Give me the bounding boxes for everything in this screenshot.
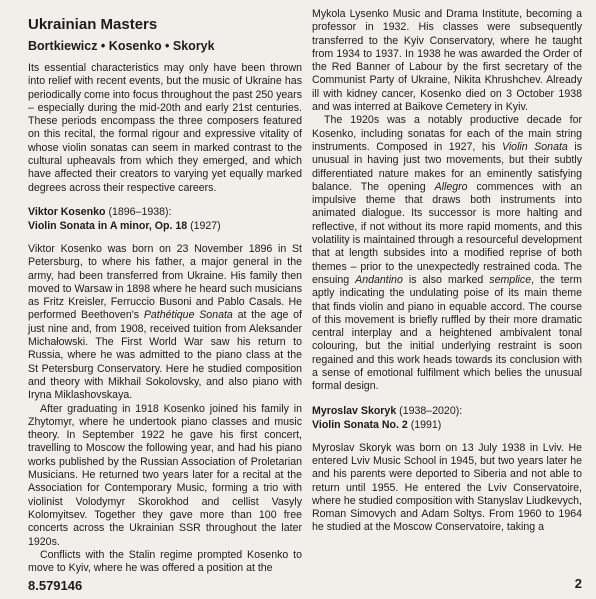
work-title: Violin Sonata in A minor, Op. 18: [28, 219, 188, 232]
catalog-number: 8.579146: [28, 578, 83, 593]
skoryk-work-heading: [312, 404, 582, 432]
composer-dates: (1938–2020):: [396, 404, 463, 417]
kosenko-paragraph-2: After graduating in 1918 Kosenko joined his family in Zhytomyr, where he undertook piano classes and music theory. In September 1922 he gave his first concert, travelling to Moscow the following year, and had his piano works published by the Russian Association of Proletarian Musicians. He returned two years later for a recital at the Association for Contemporary Music, forming a trio with violinist Volodymyr Skorokhod and cellist Vasyly Kolomyitsev. Together they gave more than 100 free concerts across the Ukrainian SSR throughout the later 1920s.: [28, 402, 302, 548]
page-title: Ukrainian Masters: [28, 16, 158, 33]
kosenko-work-heading: [28, 205, 302, 233]
work-title: Violin Sonata No. 2: [312, 418, 408, 431]
right-column: [312, 8, 582, 535]
page-number: 2: [574, 576, 582, 591]
page-subtitle: Bortkiewicz • Kosenko • Skoryk: [28, 39, 215, 53]
work-year: (1991): [407, 418, 442, 431]
composer-dates: (1896–1938):: [105, 205, 172, 218]
kosenko-sonata-paragraph: The 1920s was a notably productive decade for Kosenko, including sonatas for each of the main string instruments. Composed in 1927, his Violin Sonata is unusual in having just two movements, but their subtly differentiated nature makes for an eminently satisfying balance. The opening Allegro commences with an impulsive theme that draws both instruments into animated dialogue. Its successor is more halting and reflective, if not without its more rapid moments, and this volatility is maintained through a resourceful development that at length subsides into a modified reprise of both themes – prior to the unexpectedly restrained coda. The ensuing Andantino is also marked semplice, the term aptly indicating the undulating poise of its main theme that finds violin and piano in equable accord. The course of this movement is briefly ruffled by their more dramatic central interplay and a heightened ambivalent tonal colouring, but the initial underlying restraint is soon regained and this work heads towards its conclusion with a sense of emotional fulfilment which belies the unusual formal design.: [312, 114, 583, 393]
skoryk-paragraph-1: Myroslav Skoryk was born on 13 July 1938 in Lviv. He entered Lviv Music School in 1945, but two years later he and his parents were deported to Siberia and not able to return until 1955. He entered the Lviv Conservatoire, where he studied composition with Stanyslav Liudkevych, Roman Simovych and Adam Soltys. From 1960 to 1964 he studied at the Moscow Conservatoire, taking a: [312, 441, 582, 534]
composer-name: Viktor Kosenko: [28, 205, 106, 218]
kosenko-paragraph-4: Mykola Lysenko Music and Drama Institute, becoming a professor in 1932. His classes were subsequently transferred to the Kyiv Conservatory, where he taught from 1934 to 1937. In 1938 he was awarded the Order of the Red Banner of Labour by the first secretary of the Communist Party of Ukraine, Nikita Khrushchev. Already ill with kidney cancer, Kosenko died on 3 October 1938 and was interred at Baikove Cemetery in Kyiv.: [312, 8, 582, 114]
kosenko-paragraph-1: Viktor Kosenko was born on 23 November 1896 in St Petersburg, to where his father, a major general in the army, had been transferred from Ukraine. His family then moved to Warsaw in 1898 where he heard such musicians as Fritz Kreisler, Ferruccio Busoni and Pablo Casals. He performed Beethoven's Pathétique Sonata at the age of just nine and, from 1908, received tuition from Aleksander Michałowski. The First World War saw his return to Russia, where he was admitted to the piano class at the St Petersburg Conservatory. Here he studied composition and theory with Mikhail Sokolovsky, and also piano with Iryna Miklashovskaya.: [28, 242, 303, 402]
composer-name: Myroslav Skoryk: [312, 404, 397, 417]
intro-paragraph: Its essential characteristics may only have been thrown into relief with recent events, but the music of Ukraine has periodically come into focus throughout the past 250 years – especially during the mid-20th and early 21st centuries. These periods encompass the three composers featured on this recital, the formal rigour and expressive vitality of whose violin sonatas can seem in marked contrast to the cultural upheavals from which they emerged, and which have affected their creators to varying yet equally marked degrees across their respective careers.: [28, 62, 302, 194]
work-year: (1927): [187, 219, 221, 232]
left-column: [28, 8, 302, 575]
kosenko-paragraph-3: Conflicts with the Stalin regime prompted Kosenko to move to Kyiv, where he was offered a position at the: [28, 548, 302, 575]
